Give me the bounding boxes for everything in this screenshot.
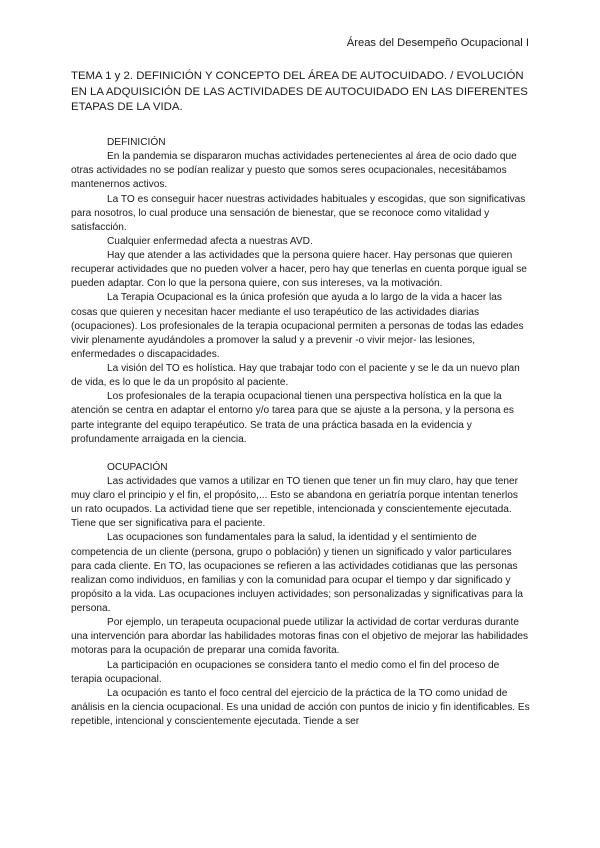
paragraph: Los profesionales de la terapia ocupacional tienen una perspectiva holística en la que la atención se centra en adaptar el entorno y/o tarea para que se ajuste a la persona, y la persona es parte integrante del equipo terapéutico. Se trata de una práctica basada en la evidencia y profundamente arraigada en la ciencia. bbox=[71, 391, 514, 445]
document-title: TEMA 1 y 2. DEFINICIÓN Y CONCEPTO DEL ÁREA DE AUTOCUIDADO. / EVOLUCIÓN EN LA ADQUISICIÓN DE LAS ACTIVIDADES DE AUTOCUIDADO EN LAS DIFERENTES ETAPAS DE LA VIDA. bbox=[71, 70, 528, 114]
paragraph: La participación en ocupaciones se considera tanto el medio como el fin del proceso de terapia ocupacional. bbox=[71, 659, 500, 685]
paragraph: Las actividades que vamos a utilizar en TO tienen que tener un fin muy claro, hay que tener muy claro el principio y el fin, el propósito,... Esto se abandona en geriatría porque intentan tenerlos un rato ocupados. La actividad tiene que ser repetible, intencionada y conscientemente ejecutada. Tiene que ser significativa para el paciente. bbox=[71, 475, 519, 530]
paragraph: La ocupación es tanto el foco central del ejercicio de la práctica de la TO como unidad de análisis en la ciencia ocupacional. Es una unidad de acción con puntos de inicio y fin identificables. Es repetible, intencional y conscientemente ejecutada. Tiende a ser bbox=[71, 687, 530, 727]
paragraph: Por ejemplo, un terapeuta ocupacional puede utilizar la actividad de cortar verduras durante una intervención para abordar las habilidades motoras finas con el objetivo de mejorar las habilidades motoras para la ocupación de preparar una comida favorita. bbox=[71, 617, 529, 657]
section-spacer bbox=[71, 447, 530, 461]
paragraph: La TO es conseguir hacer nuestras actividades habituales y escogidas, que son significativas para nosotros, lo cual produce una sensación de bienestar, que se reconoce como vitalidad y satisfacción. bbox=[71, 193, 526, 233]
paragraph: La Terapia Ocupacional es la única profesión que ayuda a lo largo de la vida a hacer las cosas que quieren y necesitan hacer mediante el uso terapéutico de las actividades diarias (ocupaciones). Los profesionales de la terapia ocupacional permiten a personas de todas las edades vivir plenamente ayudándoles a promover la salud y a prevenir -o vivir mejor- las lesiones, enfermedades o discapacidades. bbox=[71, 292, 524, 360]
paragraph: Hay que atender a las actividades que la persona quiere hacer. Hay personas que quieren recuperar actividades que no pueden volver a hacer, pero hay que tenerlas en cuenta porque igual se pueden adaptar. Con lo que la persona quiere, con sus intereses, va la motivación. bbox=[71, 250, 527, 290]
document-body bbox=[71, 136, 530, 729]
paragraph: La visión del TO es holística. Hay que trabajar todo con el paciente y se le da un nuevo plan de vida, es lo que le da un propósito al paciente. bbox=[71, 363, 520, 389]
paragraph: Cualquier enfermedad afecta a nuestras AVD. bbox=[107, 235, 313, 247]
paragraph: En la pandemia se dispararon muchas actividades pertenecientes al área de ocio dado que otras actividades no se podían realizar y puesto que somos seres ocupacionales, necesitábamos mantenernos activos. bbox=[71, 151, 517, 191]
section-heading-definicion: DEFINICIÓN bbox=[107, 137, 166, 148]
running-header: Áreas del Desempeño Ocupacional I bbox=[346, 37, 529, 49]
section-heading-ocupacion: OCUPACIÓN bbox=[107, 461, 168, 473]
paragraph: Las ocupaciones son fundamentales para la salud, la identidad y el sentimiento de competencia de un cliente (persona, grupo o población) y tienen un significado y valor particulares para cada cliente. En TO, las ocupaciones se refieren a las actividades cotidianas que las personas realizan como individuos, en familias y con la comunidad para ocupar el tiempo y dar significado y propósito a la vida. Las ocupaciones incluyen actividades; son personalizadas y significativas para la persona. bbox=[71, 532, 523, 614]
